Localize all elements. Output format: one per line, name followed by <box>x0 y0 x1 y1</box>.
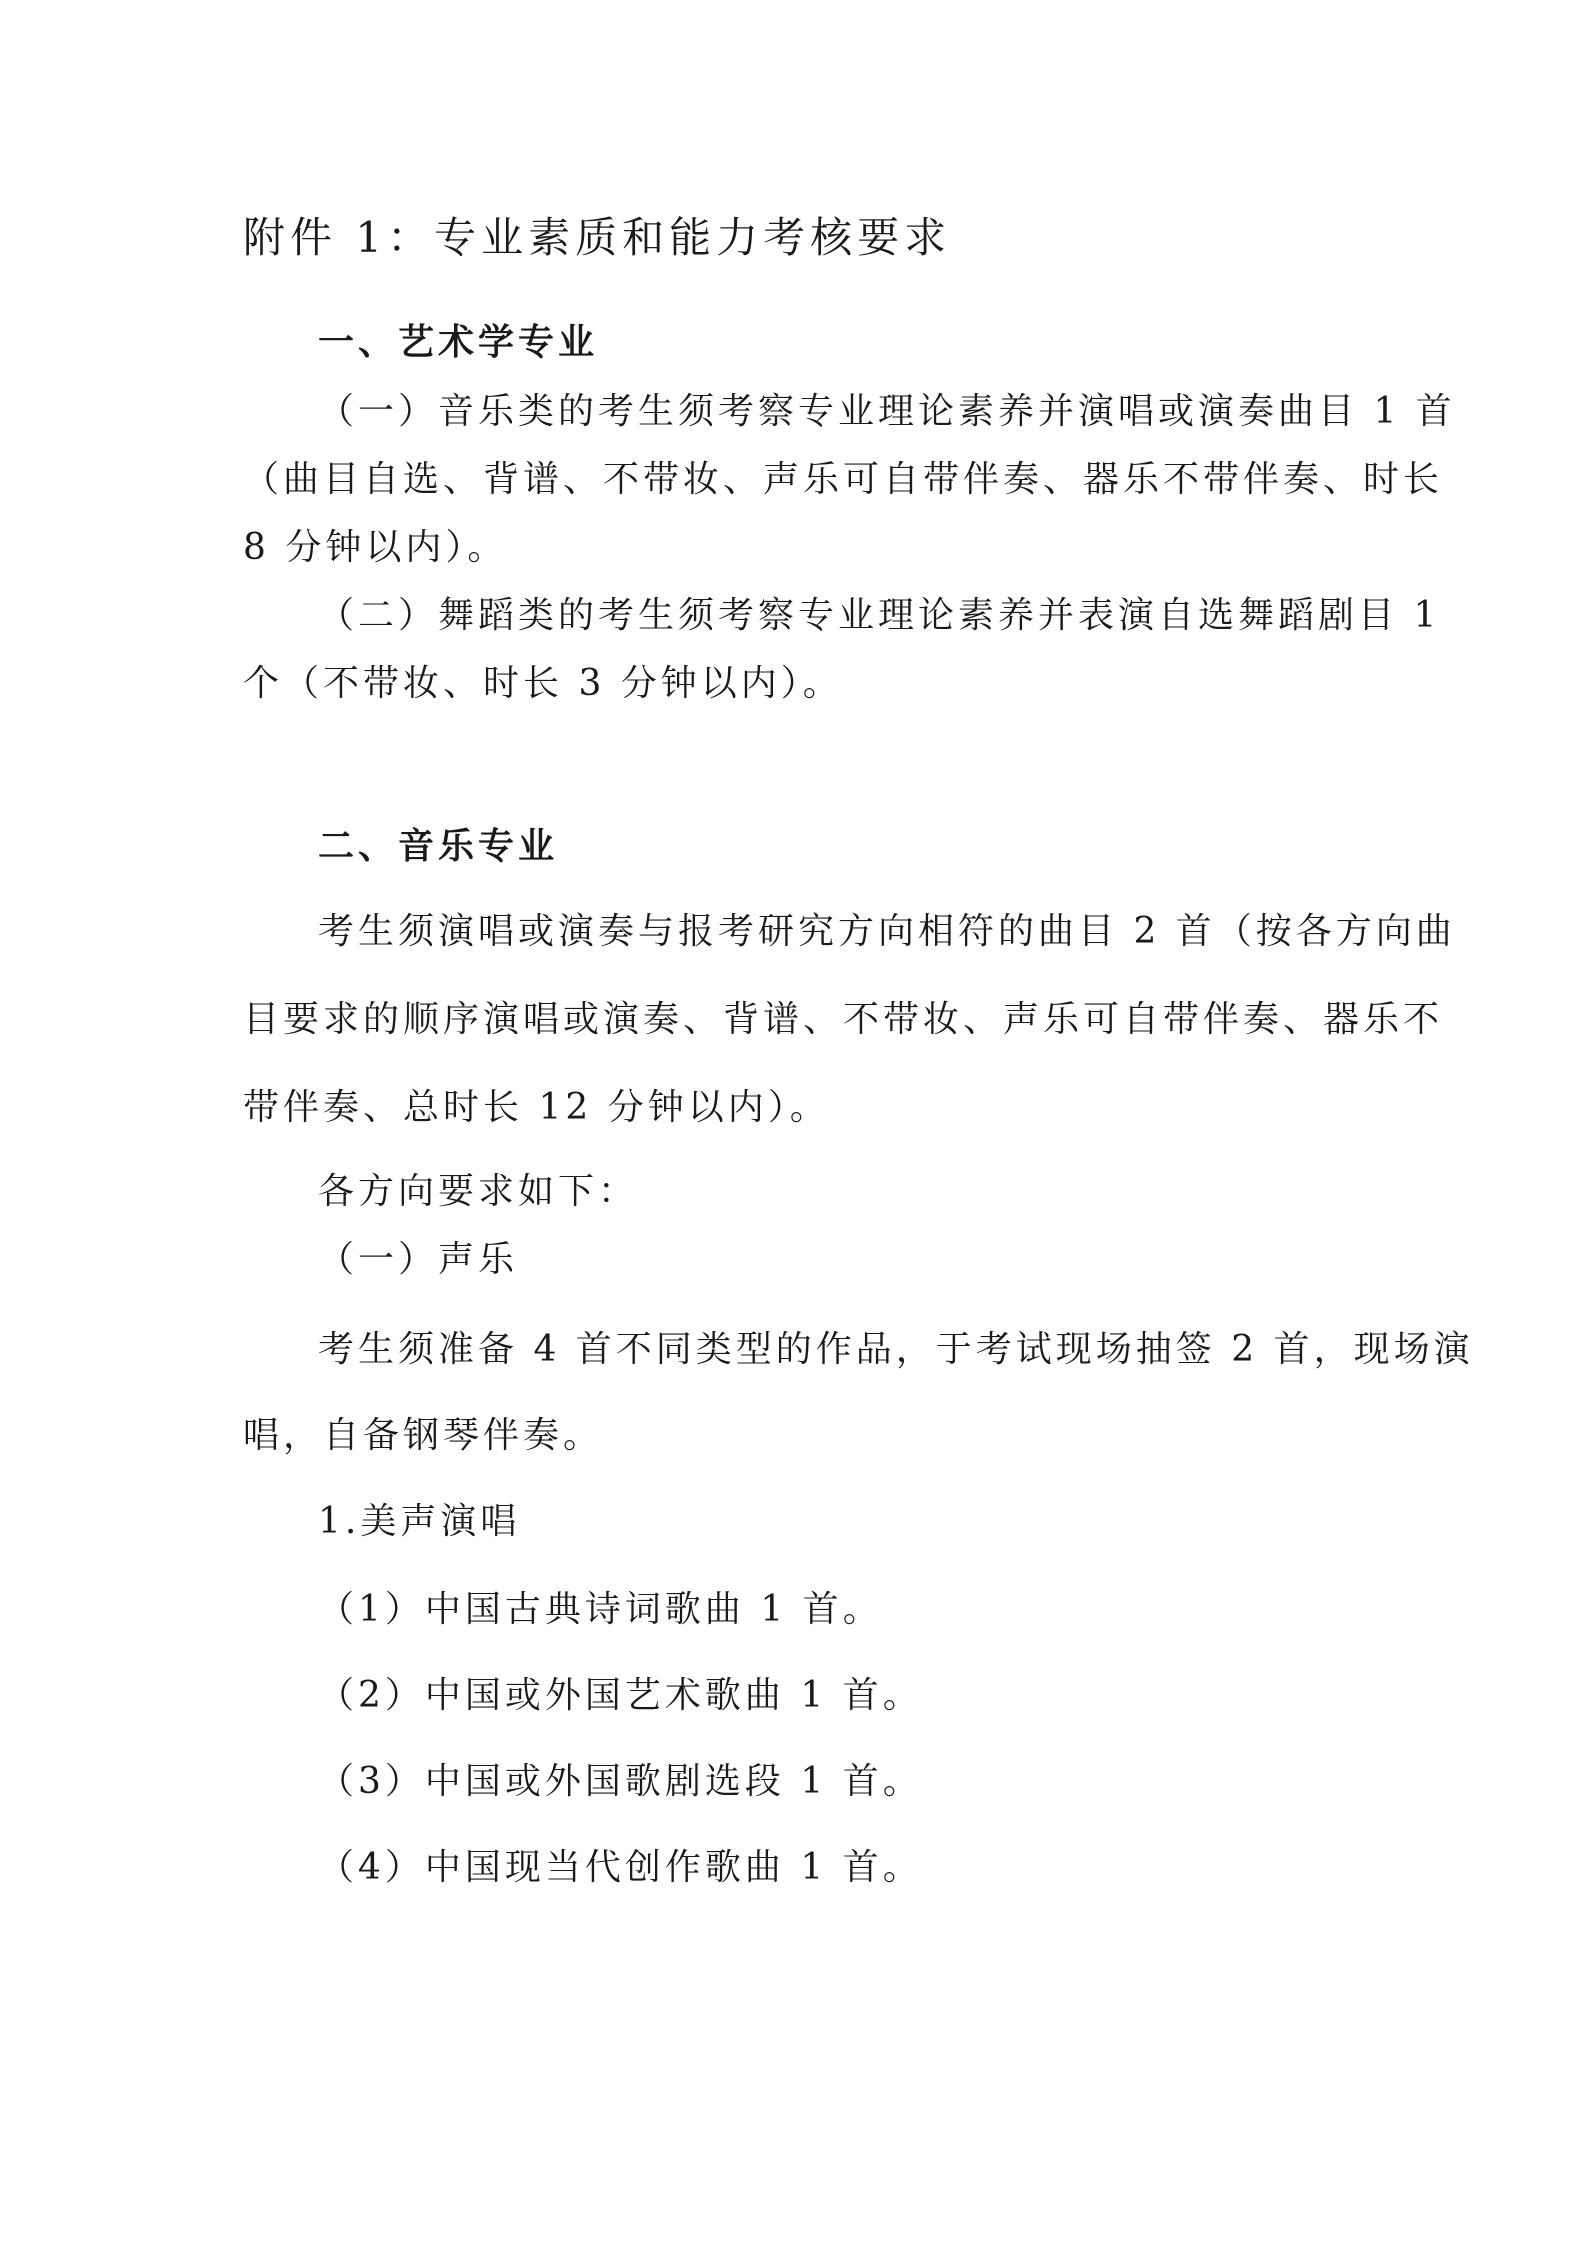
list-item: （2）中国或外国艺术歌曲 1 首。 <box>318 1675 923 1716</box>
subsection-heading-vocal: （一）声乐 <box>318 1239 519 1280</box>
paragraph-line: 唱，自备钢琴伴奏。 <box>243 1415 604 1456</box>
page-title: 附件 1：专业素质和能力考核要求 <box>243 213 952 262</box>
paragraph-line: 8 分钟以内）。 <box>243 527 508 568</box>
paragraph-line: （一）音乐类的考生须考察专业理论素养并演唱或演奏曲目 1 首 <box>318 391 1456 432</box>
section-heading-music: 二、音乐专业 <box>318 825 559 867</box>
paragraph-line: 个（不带妆、时长 3 分钟以内）。 <box>243 663 843 704</box>
paragraph-line: 考生须演唱或演奏与报考研究方向相符的曲目 2 首（按各方向曲 <box>318 911 1456 952</box>
list-item: （4）中国现当代创作歌曲 1 首。 <box>318 1847 923 1888</box>
paragraph-line: （曲目自选、背谱、不带妆、声乐可自带伴奏、器乐不带伴奏、时长 <box>243 459 1444 500</box>
paragraph-line: 考生须准备 4 首不同类型的作品，于考试现场抽签 2 首，现场演 <box>318 1329 1474 1370</box>
paragraph-line: 各方向要求如下： <box>318 1171 639 1212</box>
paragraph-line: 目要求的顺序演唱或演奏、背谱、不带妆、声乐可自带伴奏、器乐不 <box>243 999 1444 1040</box>
list-item: （1）中国古典诗词歌曲 1 首。 <box>318 1589 883 1630</box>
paragraph-line: 带伴奏、总时长 12 分钟以内）。 <box>243 1087 830 1128</box>
section-heading-art: 一、艺术学专业 <box>318 321 599 363</box>
list-item: （3）中国或外国歌剧选段 1 首。 <box>318 1761 923 1802</box>
paragraph-line: （二）舞蹈类的考生须考察专业理论素养并表演自选舞蹈剧目 1 <box>318 595 1441 636</box>
item-heading-bel-canto: 1.美声演唱 <box>318 1501 521 1542</box>
